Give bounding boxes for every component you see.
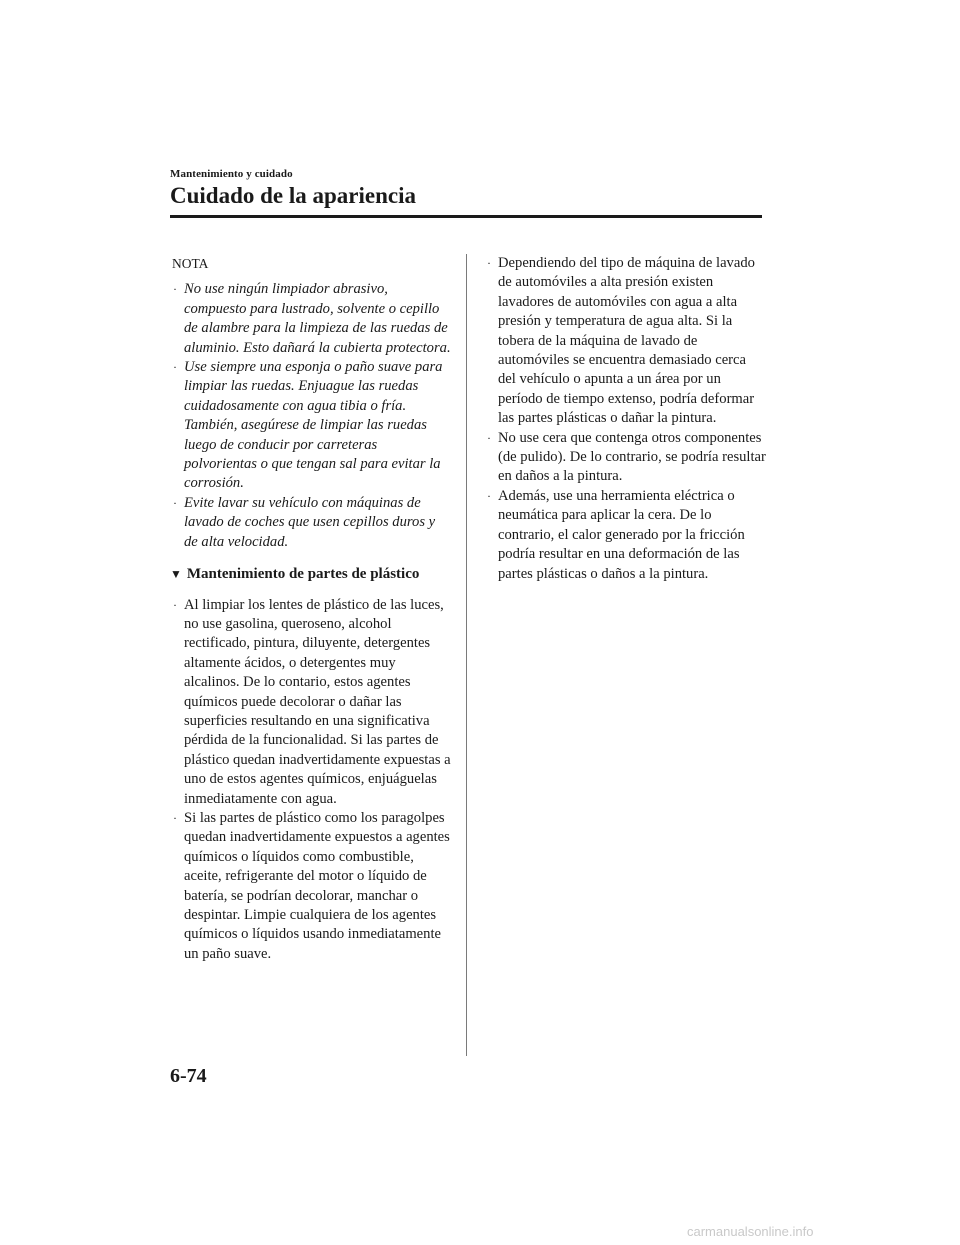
bullet-icon: · bbox=[487, 430, 491, 445]
note-item bbox=[170, 494, 452, 552]
subheading-plastic-parts bbox=[170, 565, 452, 584]
page-title: Cuidado de la apariencia bbox=[170, 183, 417, 208]
subheading-text: Mantenimiento de partes de plástico bbox=[186, 566, 420, 583]
note-item-text: No use ningún limpiador abrasivo, compuesto para lustrado, solvente o cepillo de alambre para la limpieza de las ruedas de aluminio. Esto dañará la cubierta protectora. bbox=[184, 281, 451, 356]
list-item bbox=[170, 596, 452, 809]
bullet-icon: · bbox=[173, 282, 177, 297]
column-divider bbox=[466, 254, 467, 1056]
list-item-text: Al limpiar los lentes de plástico de las luces, no use gasolina, queroseno, alcohol rectificado, pintura, diluyente, detergentes altamente ácidos, o detergentes muy alcalinos. De lo contario, estos agentes químicos puede decolorar o dañar las superficies resultando en una significativa pérdida de la funcionalidad. Si las partes de plástico quedan inadvertidamente expuestas a uno de estos agentes químicos, enjuáguelas inmediatamente con agua. bbox=[184, 596, 451, 807]
watermark: carmanualsonline.info bbox=[687, 1224, 814, 1239]
list-item-text: No use cera que contenga otros componentes (de pulido). De lo contrario, se podría resultar en daños a la pintura. bbox=[498, 429, 766, 485]
bullet-icon: · bbox=[487, 256, 491, 270]
note-list bbox=[170, 280, 452, 552]
page-number: 6-74 bbox=[170, 1065, 207, 1087]
note-item bbox=[170, 280, 452, 358]
note-item-text: Evite lavar su vehículo con máquinas de lavado de coches que usen cepillos duros y de alta velocidad. bbox=[184, 494, 436, 550]
header-rule bbox=[170, 215, 762, 218]
bullet-icon: · bbox=[173, 360, 177, 375]
bullet-icon: · bbox=[173, 495, 177, 510]
list-item bbox=[170, 809, 452, 964]
bullet-icon: · bbox=[487, 488, 491, 503]
bullet-icon: · bbox=[173, 597, 177, 612]
list-item bbox=[484, 429, 766, 487]
bullet-icon: · bbox=[173, 810, 177, 825]
section-label: Mantenimiento y cuidado bbox=[170, 168, 293, 180]
list-item-text: Dependiendo del tipo de máquina de lavado de automóviles a alta presión existen lavadores de automóviles con agua a alta presión y temperatura de agua alta. Si la tobera de la máquina de lavado de automóviles se encuentra demasiado cerca del vehículo o apunta a un área por un período de tiempo extenso, podría deformar las partes plásticas o dañar la pintura. bbox=[498, 255, 755, 427]
note-item-text: Use siempre una esponja o paño suave para limpiar las ruedas. Enjuague las ruedas cuidadosamente con agua tibia o fría. También, asegúrese de limpiar las ruedas luego de conducir por carreteras polvorientas o que tengan sal para evitar la corrosión. bbox=[184, 359, 443, 492]
left-column bbox=[170, 254, 452, 964]
down-triangle-icon: ▼ bbox=[170, 567, 182, 582]
note-item bbox=[170, 358, 452, 494]
list-item-text: Además, use una herramienta eléctrica o neumática para aplicar la cera. De lo contrario, el calor generado por la fricción podría resultar en una deformación de las partes plásticas o daños a la pintura. bbox=[498, 487, 745, 582]
right-column bbox=[484, 254, 766, 584]
list-item bbox=[484, 254, 766, 429]
list-item bbox=[484, 487, 766, 584]
plastic-parts-list bbox=[170, 596, 452, 965]
list-item-text: Si las partes de plástico como los paragolpes quedan inadvertidamente expuestos a agentes químicos o líquidos como combustible, aceite, refrigerante del motor o líquido de batería, se podrían decolorar, manchar o despintar. Limpie cualquiera de los agentes químicos o líquidos usando inmediatamente un paño suave. bbox=[184, 809, 450, 962]
right-list bbox=[484, 254, 766, 584]
note-heading: NOTA bbox=[172, 256, 209, 271]
